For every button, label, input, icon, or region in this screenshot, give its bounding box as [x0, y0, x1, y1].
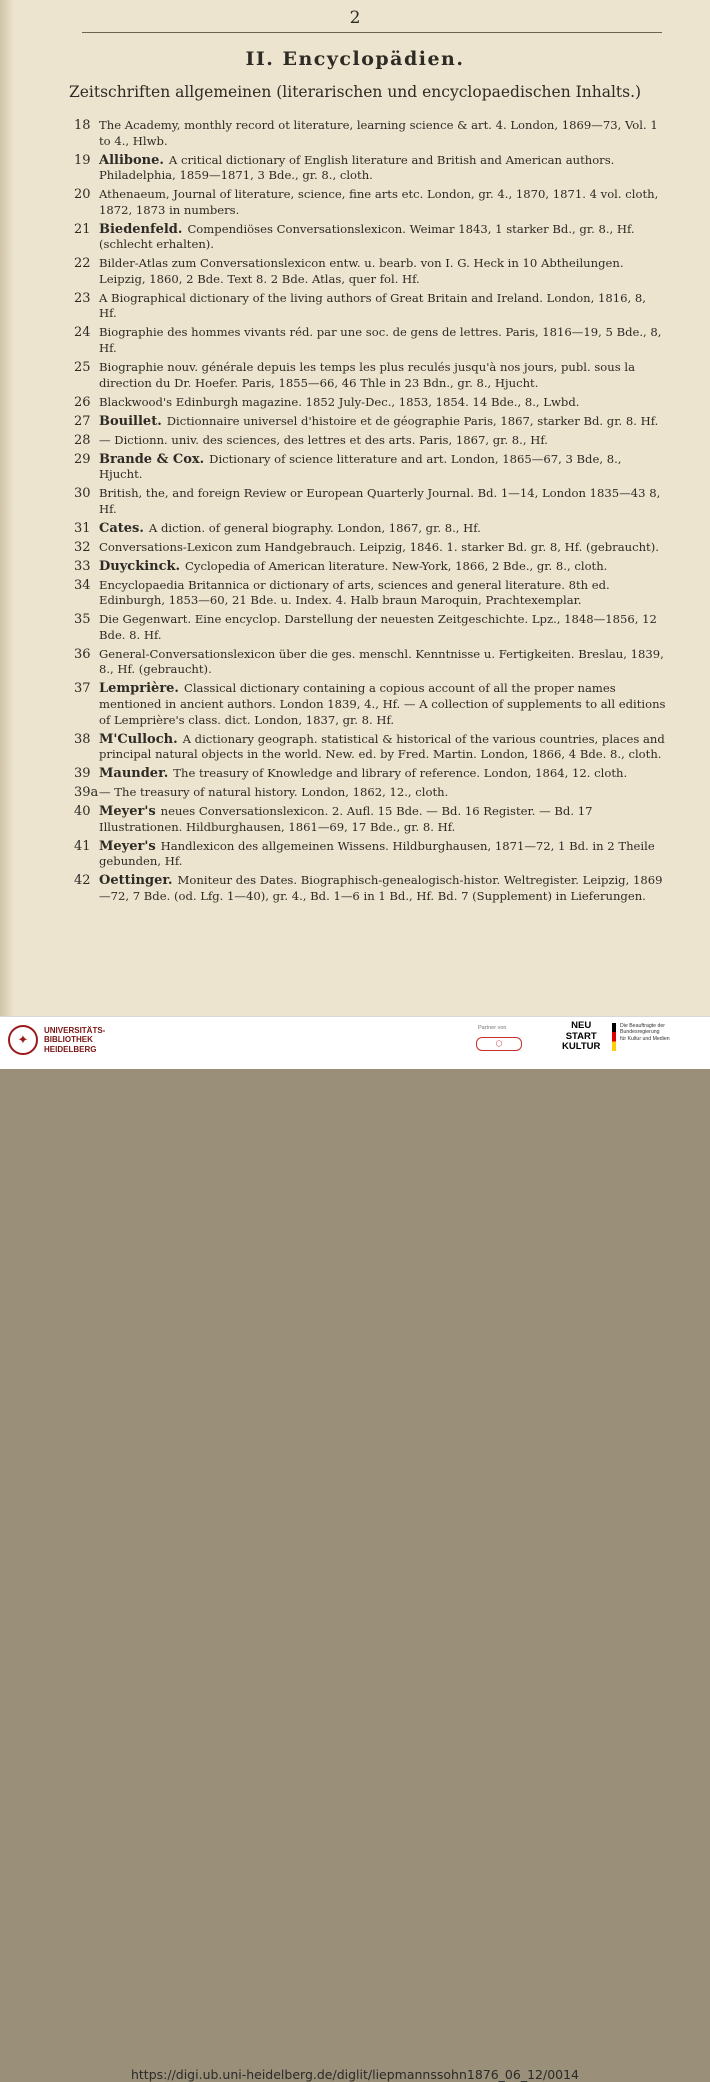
- entry-author: M'Culloch.: [99, 731, 178, 747]
- entry-description: British, the, and foreign Review or European Quarterly Journal. Bd. 1—14, London 1835—43 8, Hf.: [99, 486, 661, 516]
- entry-author: Meyer's: [99, 838, 156, 854]
- entry-author: Oettinger.: [99, 873, 173, 889]
- entry-body: [99, 578, 666, 609]
- entry-author: Meyer's: [99, 804, 156, 820]
- entry-description: Handlexicon des allgemeinen Wissens. Hildburghausen, 1871—72, 1 Bd. in 2 Theile gebunden, Hf.: [99, 838, 655, 869]
- catalog-entry: [74, 291, 666, 322]
- entry-author: Lemprière.: [99, 681, 179, 697]
- entry-description: A diction. of general biography. London, 1867, gr. 8., Hf.: [148, 520, 481, 535]
- entry-author: Brande & Cox.: [99, 451, 205, 467]
- entry-body: [99, 559, 666, 575]
- entry-body: [99, 360, 666, 391]
- entry-number: 27: [74, 413, 91, 429]
- entry-description: Classical dictionary containing a copious account of all the proper names mentioned in ancient authors. London 1839, 4., Hf. — A collection of supplements to all editions of Lemprière's class. dict. London, 1837, gr. 8. Hf.: [99, 681, 666, 727]
- permalink-url[interactable]: https://digi.ub.uni-heidelberg.de/diglit/liepmannssohn1876_06_12/0014: [130, 2067, 580, 2082]
- entry-number: 20: [74, 187, 91, 203]
- page-spine-shadow: [0, 0, 14, 1016]
- entry-number: 30: [74, 486, 91, 502]
- entry-body: [99, 395, 666, 411]
- entry-description: The Academy, monthly record ot literature, learning science & art. 4. London, 1869—73, Vol. 1 to 4., Hlwb.: [99, 118, 658, 148]
- entry-number: 28: [74, 432, 91, 448]
- catalog-entry: [74, 153, 666, 184]
- entry-description: Athenaeum, Journal of literature, science, fine arts etc. London, gr. 4., 1870, 1871. 4 vol. cloth, 1872, 1873 in numbers.: [99, 187, 659, 217]
- catalog-entry: [74, 839, 666, 870]
- header-rule: [82, 32, 662, 33]
- catalog-entry: [74, 256, 666, 287]
- entry-number: 40: [74, 804, 91, 820]
- entry-description: Conversations-Lexicon zum Handgebrauch. Leipzig, 1846. 1. starker Bd. gr. 8, Hf. (gebraucht).: [99, 539, 659, 554]
- catalog-entry: [74, 785, 666, 801]
- entry-number: 33: [74, 558, 91, 574]
- catalog-entry: [74, 612, 666, 643]
- entry-number: 21: [74, 221, 91, 237]
- entry-author: Biedenfeld.: [99, 221, 183, 237]
- entry-description: Moniteur des Dates. Biographisch-genealogisch-histor. Weltregister. Leipzig, 1869—72, 7 Bde. (od. Lfg. 1—40), gr. 4., Bd. 1—6 in 1 Bd., Hf. Bd. 7 (Supplement) in Lieferungen.: [99, 873, 663, 903]
- entry-body: [99, 187, 666, 218]
- entry-number: 31: [74, 520, 91, 536]
- entry-body: [99, 222, 666, 253]
- catalog-entry: [74, 766, 666, 782]
- entry-description: Encyclopaedia Britannica or dictionary of arts, sciences and general literature. 8th ed. Edinburgh, 1853—60, 21 Bde. u. Index. 4. Halb braun Maroquin, Prachtexemplar.: [99, 577, 610, 608]
- bkm-text: Die Beauftragte der Bundesregierung für Kultur und Medien: [620, 1023, 670, 1042]
- catalog-entry: [74, 732, 666, 763]
- neustart-kultur-logo[interactable]: NEU START KULTUR: [562, 1020, 601, 1052]
- entry-number: 35: [74, 612, 91, 628]
- entry-body: [99, 433, 666, 449]
- catalog-entry: [74, 222, 666, 253]
- entry-body: [99, 839, 666, 870]
- catalog-entry: [74, 521, 666, 537]
- entry-description: Die Gegenwart. Eine encyclop. Darstellung der neuesten Zeitgeschichte. Lpz., 1848—1856, 12 Bde. 8. Hf.: [99, 612, 657, 642]
- entry-number: 23: [74, 290, 91, 306]
- entry-number: 38: [74, 731, 91, 747]
- catalog-entry: [74, 414, 666, 430]
- entry-body: [99, 486, 666, 517]
- entry-author: Bouillet.: [99, 413, 162, 429]
- university-logo[interactable]: [8, 1025, 105, 1055]
- entry-body: [99, 291, 666, 322]
- entry-number: 34: [74, 577, 91, 593]
- entry-body: [99, 647, 666, 678]
- catalog-entry: [74, 395, 666, 411]
- entry-number: 24: [74, 325, 91, 341]
- entry-body: [99, 804, 666, 835]
- catalog-entry: [74, 804, 666, 835]
- catalog-entry: [74, 873, 666, 904]
- entry-number: 39a: [74, 785, 99, 801]
- entry-number: 42: [74, 873, 91, 889]
- entry-description: Bilder-Atlas zum Conversationslexicon entw. u. bearb. von I. G. Heck in 10 Abtheilungen. Leipzig, 1860, 2 Bde. Text 8. 2 Bde. Atlas, quer fol. Hf.: [99, 256, 624, 286]
- entry-description: The treasury of Knowledge and library of reference. London, 1864, 12. cloth.: [173, 766, 628, 781]
- entry-number: 36: [74, 646, 91, 662]
- entry-body: [99, 256, 666, 287]
- entry-body: [99, 540, 666, 556]
- entry-body: [99, 325, 666, 356]
- entry-number: 19: [74, 152, 91, 168]
- entry-body: [99, 521, 666, 537]
- german-flag-icon: [612, 1023, 616, 1051]
- entry-description: A critical dictionary of English literature and British and American authors. Philadelphia, 1859—1871, 3 Bde., gr. 8., cloth.: [99, 152, 615, 183]
- footer-bar: [0, 1016, 710, 2082]
- entry-author: Allibone.: [99, 152, 164, 168]
- entry-number: 39: [74, 766, 91, 782]
- entry-description: Dictionnaire universel d'histoire et de géographie Paris, 1867, starker Bd. gr. 8. Hf.: [166, 413, 659, 428]
- catalog-entry: [74, 452, 666, 483]
- catalog-entry: [74, 187, 666, 218]
- entry-description: — Dictionn. univ. des sciences, des lettres et des arts. Paris, 1867, gr. 8., Hf.: [99, 432, 548, 447]
- entry-description: A dictionary geograph. statistical & historical of the various countries, places and principal natural objects in the world. New. ed. by Fred. Martin. London, 1866, 4 Bde. 8., cloth.: [99, 731, 665, 762]
- entry-number: 32: [74, 539, 91, 555]
- entry-author: Maunder.: [99, 766, 169, 782]
- page-number: 2: [349, 8, 361, 28]
- catalog-entry: [74, 433, 666, 449]
- scanned-page: [0, 0, 710, 1016]
- catalog-entry: [74, 540, 666, 556]
- entry-description: Compendiöses Conversationslexicon. Weimar 1843, 1 starker Bd., gr. 8., Hf. (schlecht erhalten).: [99, 221, 635, 252]
- entry-description: Dictionary of science litterature and art. London, 1865—67, 3 Bde, 8., Hjucht.: [99, 451, 622, 482]
- section-title: II. Encyclopädien.: [245, 48, 465, 70]
- entry-body: [99, 681, 666, 728]
- entry-description: Blackwood's Edinburgh magazine. 1852 July-Dec., 1853, 1854. 14 Bde., 8., Lwbd.: [99, 394, 580, 409]
- entry-number: 22: [74, 256, 91, 272]
- entry-description: General-Conversationslexicon über die ges. menschl. Kenntnisse u. Fertigkeiten. Breslau, 1839, 8., Hf. (gebraucht).: [99, 646, 664, 677]
- university-seal-icon: ✦: [8, 1025, 38, 1055]
- catalog-entry: [74, 118, 666, 149]
- entry-body: [99, 766, 666, 782]
- entry-body: [99, 452, 666, 483]
- entry-body: [99, 118, 666, 149]
- catalog-entry: [74, 325, 666, 356]
- entry-description: — The treasury of natural history. London, 1862, 12., cloth.: [99, 785, 449, 800]
- entry-number: 26: [74, 394, 91, 410]
- section-subtitle: Zeitschriften allgemeinen (literarischen und encyclopaedischen Inhalts.): [68, 83, 642, 101]
- entry-author: Duyckinck.: [99, 558, 181, 574]
- entry-number: 18: [74, 118, 91, 133]
- partner-label: Partner von: [478, 1025, 507, 1031]
- catalog-entry: [74, 681, 666, 728]
- entry-description: A Biographical dictionary of the living authors of Great Britain and Ireland. London, 1816, 8, Hf.: [99, 290, 646, 321]
- entry-description: Cyclopedia of American literature. New-York, 1866, 2 Bde., gr. 8., cloth.: [185, 558, 608, 573]
- partner-logo-icon[interactable]: ◯: [476, 1037, 522, 1051]
- entry-body: [99, 732, 666, 763]
- entry-body: [99, 785, 666, 801]
- entry-number: 37: [74, 681, 91, 697]
- entry-number: 25: [74, 360, 91, 376]
- catalog-entry: [74, 559, 666, 575]
- catalog-entry: [74, 578, 666, 609]
- entry-body: [99, 414, 666, 430]
- catalog-entry: [74, 486, 666, 517]
- entry-author: Cates.: [99, 520, 144, 536]
- entry-description: neues Conversationslexicon. 2. Aufl. 15 Bde. — Bd. 16 Register. — Bd. 17 Illustrationen. Hildburghausen, 1861—69, 17 Bde., gr. 8. Hf.: [99, 804, 593, 834]
- entry-body: [99, 612, 666, 643]
- catalog-entry: [74, 360, 666, 391]
- entry-description: Biographie nouv. générale depuis les temps les plus reculés jusqu'à nos jours, publ. sous la direction du Dr. Hoefer. Paris, 1855—66, 46 Thle in 23 Bdn., gr. 8., Hjucht.: [99, 360, 636, 390]
- catalog-entry: [74, 647, 666, 678]
- entry-number: 29: [74, 451, 91, 467]
- entry-body: [99, 873, 666, 904]
- catalog-entries: [74, 118, 666, 908]
- entry-body: [99, 153, 666, 184]
- entry-number: 41: [74, 838, 91, 854]
- university-name: UNIVERSITÄTS- BIBLIOTHEK HEIDELBERG: [44, 1025, 106, 1054]
- bkm-logo[interactable]: [612, 1023, 700, 1051]
- entry-description: Biographie des hommes vivants réd. par une soc. de gens de lettres. Paris, 1816—19, 5 Bde., 8, Hf.: [99, 325, 662, 356]
